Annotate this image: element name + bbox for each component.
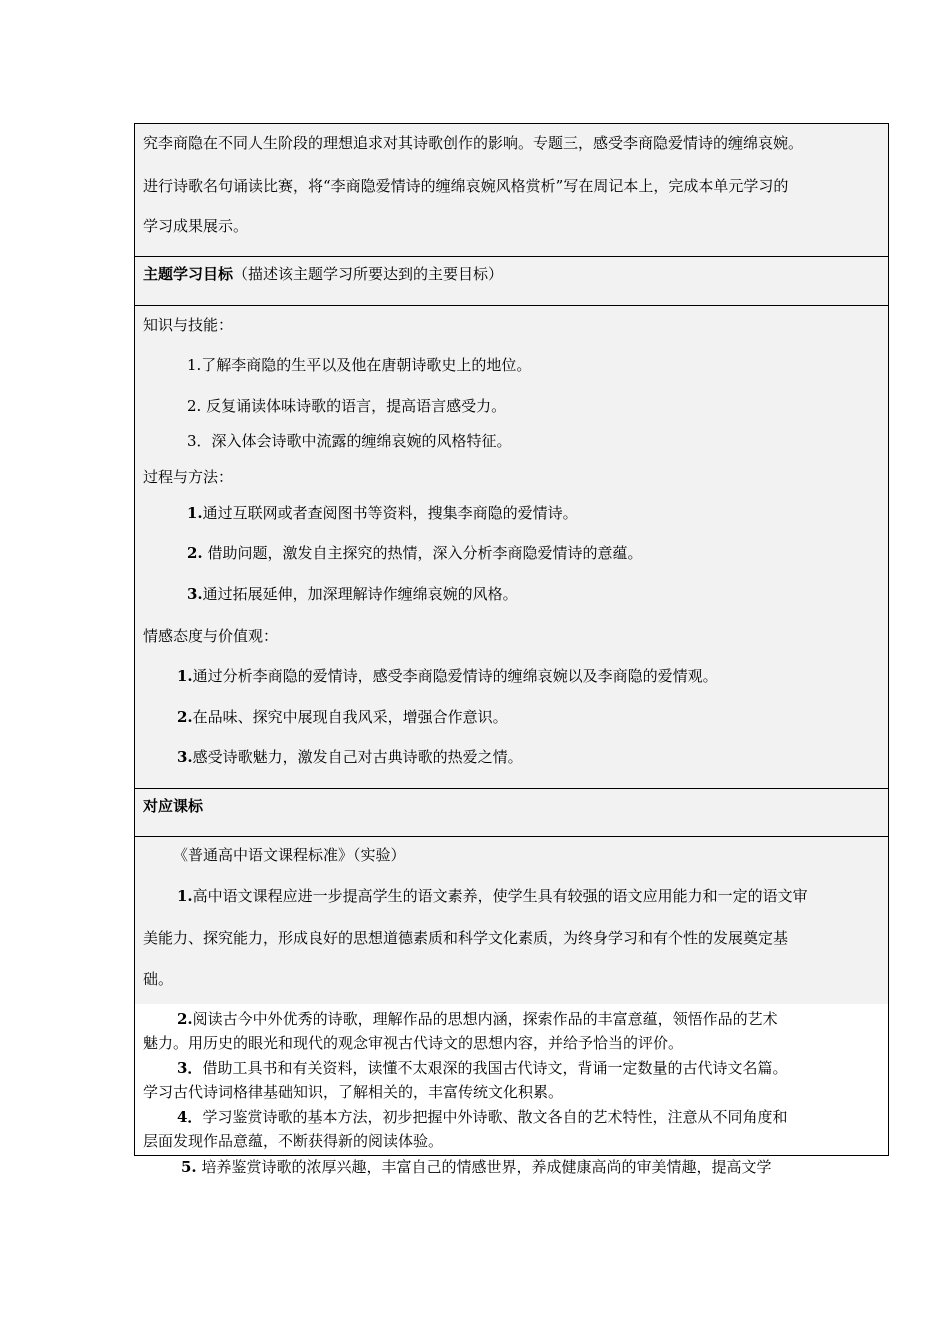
standard-3-line-1 [177,1059,787,1077]
standard-2-line-1 [177,1010,778,1028]
emotion-item-1-num: 1. [177,667,193,685]
standard-1-line-1 [177,887,808,905]
intro-line-1: 究李商隐在不同人生阶段的理想追求对其诗歌创作的影响。专题三，感受李商隐爱情诗的缠绵哀婉。 [143,134,804,152]
document-table [134,123,889,1176]
row-divider [135,836,888,837]
emotion-item-2-num: 2. [177,708,193,726]
standard-4-line-1 [177,1108,787,1126]
row-divider [135,788,888,789]
intro-line-2: 进行诗歌名句诵读比赛，将“李商隐爱情诗的缠绵哀婉风格赏析”写在周记本上，完成本单元学习的 [143,177,789,195]
standard-4-num: 4． [177,1108,203,1126]
standard-5-text-1: 培养鉴赏诗歌的浓厚兴趣，丰富自己的情感世界，养成健康高尚的审美情趣，提高文学 [196,1158,772,1176]
standard-3-text-1: 借助工具书和有关资料，读懂不太艰深的我国古代诗文，背诵一定数量的古代诗文名篇。 [202,1059,788,1077]
emotion-item-2-text: 在品味、探究中展现自我风采，增强合作意识。 [192,708,508,726]
standard-1-line-2: 美能力、探究能力，形成良好的思想道德素质和科学文化素质，为终身学习和有个性的发展奠定基 [143,929,789,947]
process-item-1-text: 通过互联网或者查阅图书等资料，搜集李商隐的爱情诗。 [202,504,578,522]
row-divider [135,305,888,306]
standard-2-line-2: 魅力。用历史的眼光和现代的观念审视古代诗文的思想内容，并给予恰当的评价。 [143,1034,684,1052]
process-item-3-text: 通过拓展延伸，加深理解诗作缠绵哀婉的风格。 [202,585,518,603]
process-label: 过程与方法： [143,468,234,486]
standard-5-num: 5. [181,1158,197,1176]
emotion-item-1 [177,667,718,685]
emotion-item-3 [177,748,523,766]
knowledge-item-2: 2. 反复诵读体味诗歌的语言，提高语言感受力。 [187,397,507,415]
goals-header-title: 主题学习目标 [143,265,234,283]
intro-line-3: 学习成果展示。 [143,217,249,235]
emotion-item-2 [177,708,508,726]
standards-source: 《普通高中语文课程标准》（实验） [173,846,406,864]
knowledge-item-3: 3．深入体会诗歌中流露的缠绵哀婉的风格特征。 [187,432,512,450]
process-item-1-num: 1. [187,504,203,522]
standard-1-line-3: 础。 [143,970,174,988]
standard-2-num: 2. [177,1010,193,1028]
standard-1-num: 1. [177,887,193,905]
knowledge-item-1: 1.了解李商隐的生平以及他在唐朝诗歌史上的地位。 [187,356,532,374]
process-item-2-text: 借助问题，激发自主探究的热情，深入分析李商隐爱情诗的意蕴。 [202,544,643,562]
process-item-2-num: 2. [187,544,203,562]
standard-3-num: 3． [177,1059,203,1077]
emotion-label: 情感态度与价值观： [143,627,279,645]
emotion-item-1-text: 通过分析李商隐的爱情诗，感受李商隐爱情诗的缠绵哀婉以及李商隐的爱情观。 [192,667,718,685]
standards-header: 对应课标 [143,797,204,815]
standard-4-line-2: 层面发现作品意蕴，不断获得新的阅读体验。 [143,1132,444,1150]
process-item-3-num: 3. [187,585,203,603]
knowledge-label: 知识与技能： [143,316,234,334]
standard-5-line-1 [181,1158,771,1176]
goals-header [143,265,503,283]
standard-4-text-1: 学习鉴赏诗歌的基本方法，初步把握中外诗歌、散文各自的艺术特性，注意从不同角度和 [202,1108,788,1126]
process-item-1 [187,504,578,522]
emotion-item-3-text: 感受诗歌魅力，激发自己对古典诗歌的热爱之情。 [192,748,523,766]
standard-2-text-1: 阅读古今中外优秀的诗歌，理解作品的思想内涵，探索作品的丰富意蕴，领悟作品的艺术 [192,1010,778,1028]
process-item-2 [187,544,642,562]
goals-header-note: （描述该主题学习所要达到的主要目标） [233,265,504,283]
row-divider [135,256,888,257]
standard-3-line-2: 学习古代诗词格律基础知识，了解相关的，丰富传统文化积累。 [143,1083,564,1101]
standard-1-text-1: 高中语文课程应进一步提高学生的语文素养，使学生具有较强的语文应用能力和一定的语文审 [192,887,808,905]
process-item-3 [187,585,518,603]
emotion-item-3-num: 3. [177,748,193,766]
